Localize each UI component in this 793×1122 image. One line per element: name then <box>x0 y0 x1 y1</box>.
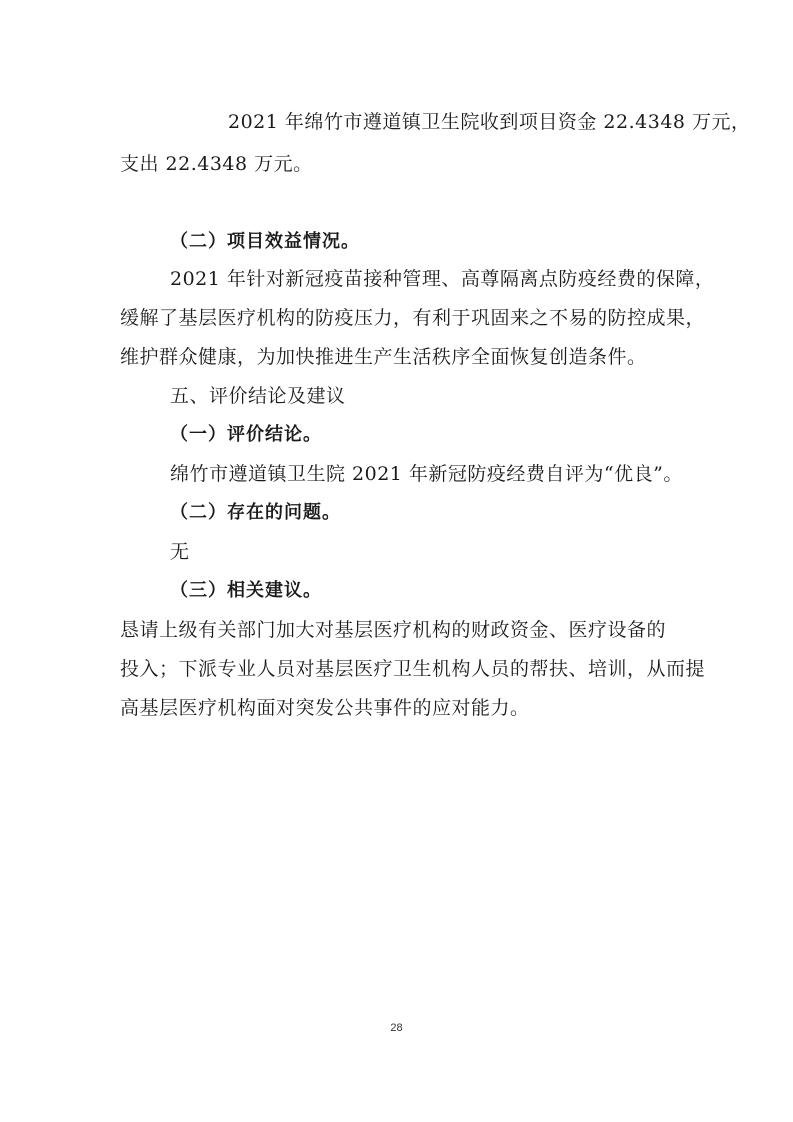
benefit-text-line-2: 缓解了基层医疗机构的防疫压力，有利于巩固来之不易的防控成果， <box>120 307 706 329</box>
evaluation-conclusion-text: 绵竹市遵道镇卫生院 2021 年新冠防疫经费自评为“优良”。 <box>170 463 683 485</box>
issues-heading: （二）存在的问题。 <box>170 502 341 523</box>
suggestions-text-line-2: 投入；下派专业人员对基层医疗卫生机构人员的帮扶、培训，从而提 <box>120 658 706 680</box>
funds-text-line-2: 支出 22.4348 万元。 <box>120 153 313 175</box>
suggestions-text-line-3: 高基层医疗机构面对突发公共事件的应对能力。 <box>120 697 530 719</box>
issues-text: 无 <box>170 541 190 563</box>
benefit-heading: （二）项目效益情况。 <box>170 231 360 252</box>
funds-text-line-1: 2021 年绵竹市遵道镇卫生院收到项目资金 22.4348 万元， <box>228 111 751 133</box>
evaluation-conclusion-heading: （一）评价结论。 <box>170 424 322 445</box>
page-number: 28 <box>390 1022 403 1034</box>
conclusion-section-title: 五、评价结论及建议 <box>170 385 346 407</box>
suggestions-text-line-1: 恳请上级有关部门加大对基层医疗机构的财政资金、医疗设备的 <box>120 619 667 641</box>
benefit-text-line-1: 2021 年针对新冠疫苗接种管理、高尊隔离点防疫经费的保障， <box>170 268 715 290</box>
suggestions-heading: （三）相关建议。 <box>170 580 322 601</box>
benefit-text-line-3: 维护群众健康，为加快推进生产生活秩序全面恢复创造条件。 <box>120 346 647 368</box>
